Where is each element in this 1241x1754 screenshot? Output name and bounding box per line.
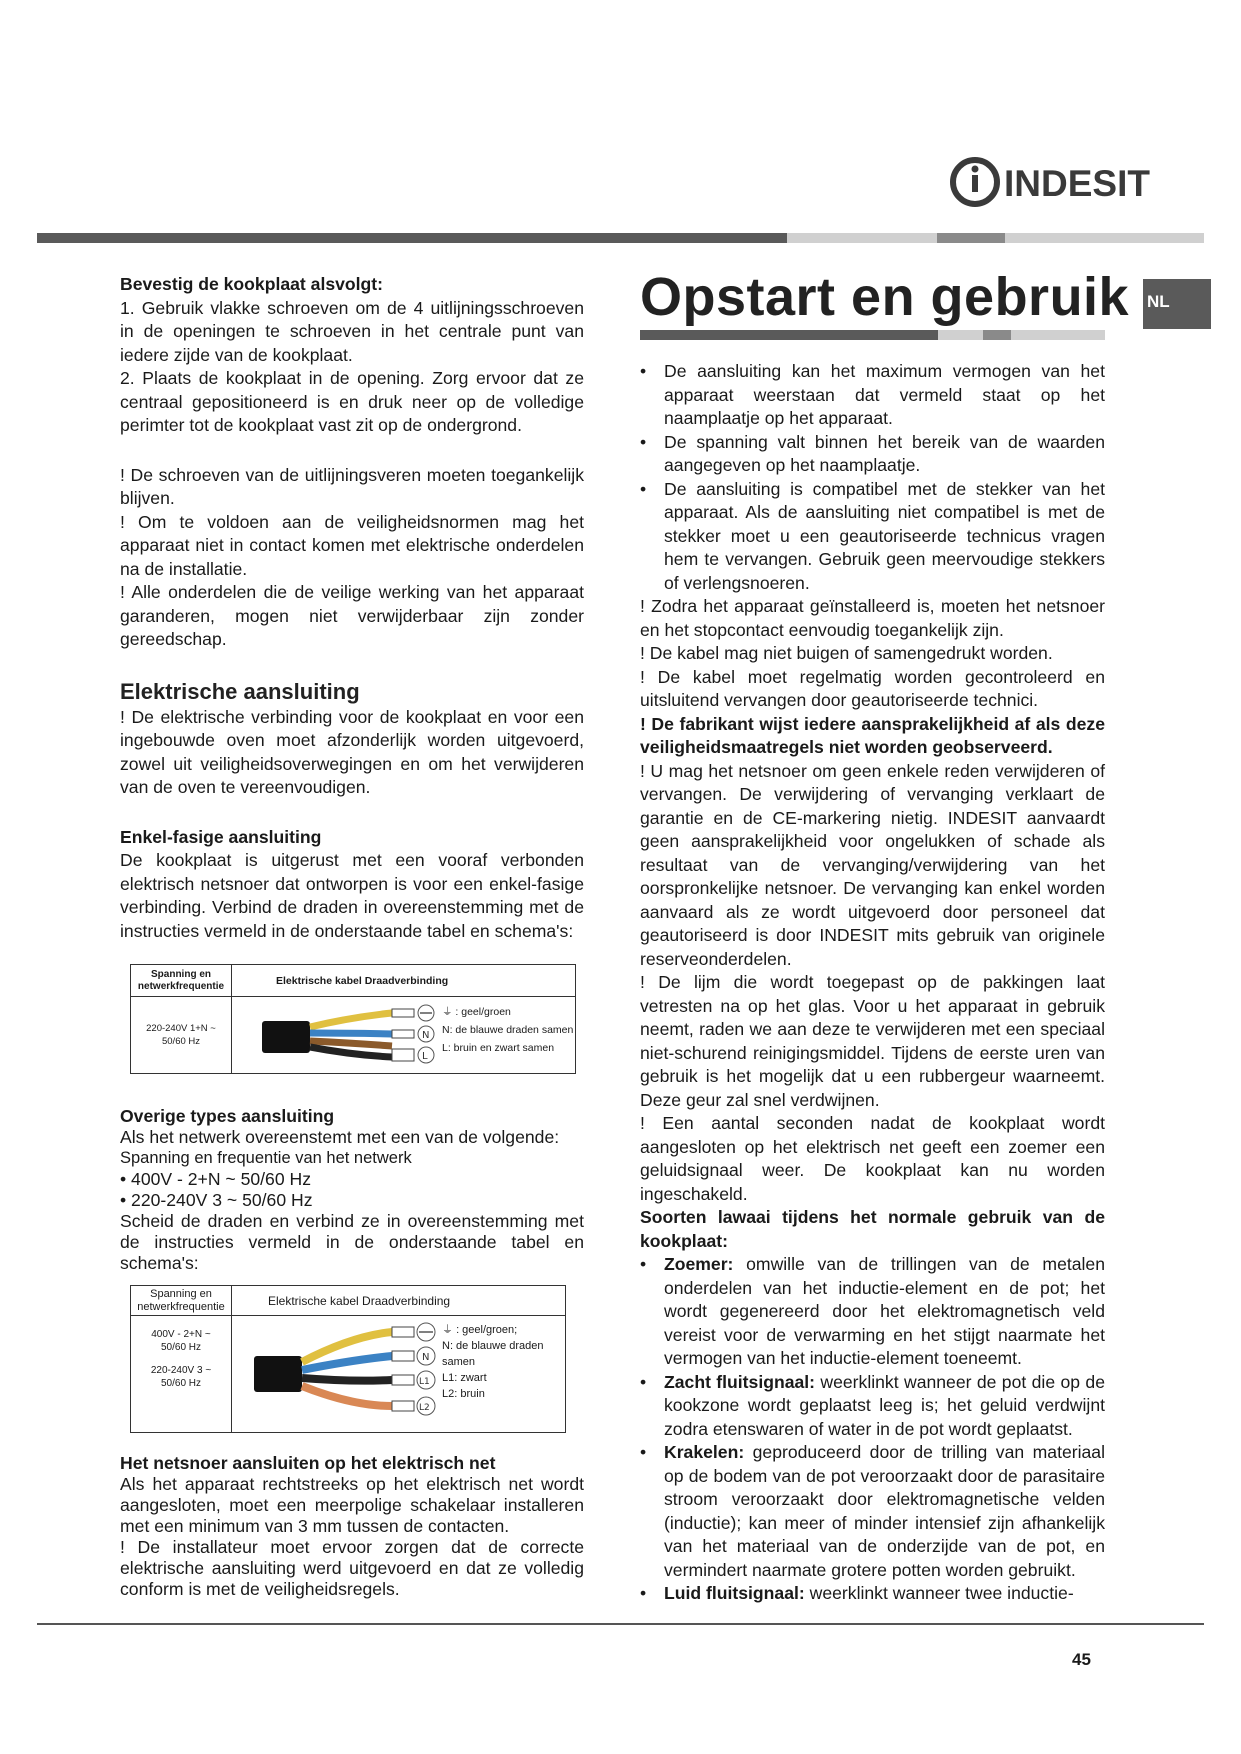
mains-text: Als het apparaat rechtstreeks op het elektrisch net wordt aangesloten, moet een meerpolige schakelaar installeren met een minimum van 3 mm tussen de contacten. [120, 1474, 584, 1536]
right-note-7: ! Een aantal seconden nadat de kookplaat wordt aangesloten op het elektrisch net geeft een zoemer een geluidsignaal weer. De kookplaat kan nu worden ingeschakeld. [640, 1113, 1105, 1204]
table2-voltage-1: 400V - 2+N ~ 50/60 Hz [151, 1329, 211, 1353]
other-types-text: Scheid de draden en verbind ze in overeenstemming met de instructies vermeld in de onderstaande tabel en schema's: [120, 1211, 584, 1273]
svg-text:L2: L2 [419, 1403, 430, 1413]
list-item: • De aansluiting kan het maximum vermogen van het apparaat weerstaan dat vermeld staat op het naamplaatje op het apparaat. [640, 360, 1105, 431]
svg-text:N: N [422, 1352, 430, 1363]
page-number: 45 [1072, 1650, 1091, 1669]
install-note-1: ! De schroeven van de uitlijningsveren moeten toegankelijk blijven. [120, 464, 584, 508]
svg-text:INDESIT: INDESIT [1004, 163, 1150, 204]
language-tab [1143, 279, 1211, 329]
connection-table-multi [130, 1285, 566, 1433]
language-tab-label: NL [1147, 292, 1170, 311]
noise-label: Zoemer: [664, 1254, 734, 1274]
noise-text: weerklinkt wanneer de pot die op de kookzone wordt geplaatst leeg is; het geluid verdwijnt zodra etenswaren of water in de pot wordt geplaatst. [664, 1371, 1105, 1439]
title-bar [640, 330, 1105, 340]
earth-icon: ⏚ [442, 1006, 453, 1018]
noise-text: omwille van de trillingen van de metalen onderdelen van het inductie-element en de pot; het wordt gegenereerd door het elektromagnetisch veld vereist voor de verwarming en het stijgt naarmate het vermogen van het inductie-element toeneemt. [664, 1254, 1105, 1368]
table2-col-voltage: Spanning en netwerkfrequentie [131, 1286, 232, 1316]
table1-wiring-legend [442, 1003, 573, 1057]
indesit-logo-icon [944, 148, 1164, 216]
noise-label: Krakelen: [664, 1442, 745, 1462]
right-note-3: ! De kabel moet regelmatig worden gecontroleerd en uitsluitend vervangen door geautoriseerde technici. [640, 666, 1105, 710]
svg-text:L1: L1 [419, 1377, 430, 1387]
single-phase-heading: Enkel-fasige aansluiting [120, 826, 322, 847]
right-note-4: ! De fabrikant wijst iedere aansprakelijkheid af als deze veiligheidsmaatregels niet worden geobserveerd. [640, 713, 1105, 757]
svg-text:L: L [422, 1051, 428, 1062]
list-item [640, 1441, 1105, 1582]
right-note-2: ! De kabel mag niet buigen of samengedrukt worden. [640, 643, 1053, 663]
noise-text: weerklinkt wanneer twee inductie- [804, 1583, 1074, 1603]
install-step-1: 1. Gebruik vlakke schroeven om de 4 uitlijningsschroeven in de openingen te schroeven in het centrale punt van iedere zijde van de kookplaat. [120, 297, 584, 365]
other-types-intro: Als het netwerk overeenstemt met een van de volgende: [120, 1127, 560, 1147]
connection-table-single [130, 964, 576, 1074]
list-item [640, 1582, 1105, 1606]
noise-label: Zacht fluitsignaal: [664, 1371, 816, 1392]
list-item: • De aansluiting is compatibel met de stekker van het apparaat. Als de aansluiting niet compatibel is met de stekker moet u een geautoriseerde technicus vragen hem te vervangen. Gebruik geen meervoudige stekkers of verlengsnoeren. [640, 478, 1105, 596]
table1-live: L: bruin en zwart samen [442, 1042, 555, 1054]
table1-earth: : geel/groen [455, 1006, 511, 1018]
table2-neutral: N: de blauwe draden samen [442, 1340, 544, 1368]
list-item: • De spanning valt binnen het bereik van de waarden aangegeven op het naamplaatje. [640, 431, 1105, 478]
mains-heading: Het netsnoer aansluiten op het elektrisch net [120, 1453, 496, 1473]
install-note-3: ! Alle onderdelen die de veilige werking van het apparaat garanderen, mogen niet verwijderbaar zijn zonder gereedschap. [120, 582, 584, 649]
single-phase-text: De kookplaat is uitgerust met een vooraf verbonden elektrisch netsnoer dat ontworpen is voor een enkel-fasige verbinding. Verbind de draden in overeenstemming met de instructies vermeld in de onderstaande tabel en schema's: [120, 850, 584, 941]
table1-neutral: N: de blauwe draden samen [442, 1024, 574, 1036]
left-column [120, 273, 584, 943]
other-types-section [120, 1106, 584, 1274]
table2-earth: : geel/groen; [456, 1324, 518, 1336]
svg-text:N: N [422, 1030, 430, 1041]
elec-heading: Elektrische aansluiting [120, 678, 360, 704]
install-note-2: ! Om te voldoen aan de veiligheidsnormen mag het apparaat niet in contact komen met elektrische onderdelen na de installatie. [120, 511, 584, 579]
other-types-heading: Overige types aansluiting [120, 1106, 335, 1126]
table1-col-voltage: Spanning en netwerkfrequentie [131, 965, 232, 997]
footer-divider [37, 1623, 1204, 1625]
table2-l1: L1: zwart [442, 1372, 487, 1384]
table2-l2: L2: bruin [442, 1388, 485, 1400]
install-heading: Bevestig de kookplaat alsvolgt: [120, 274, 384, 294]
install-step-2: 2. Plaats de kookplaat in de opening. Zorg ervoor dat ze centraal gepositioneerd is en druk neer op de volledige perimter tot de kookplaat vast zit op de ondergrond. [120, 368, 584, 435]
other-types-option-1: • 400V - 2+N ~ 50/60 Hz [120, 1169, 312, 1189]
brand-logo [944, 148, 1164, 216]
list-item [640, 1371, 1105, 1442]
table2-col-cable: Elektrische kabel Draadverbinding [232, 1286, 566, 1316]
table1-col-cable: Elektrische kabel Draadverbinding [232, 965, 576, 997]
elec-text: ! De elektrische verbinding voor de kookplaat en voor een ingebouwde oven moet afzonderlijk worden uitgevoerd, zowel uit veiligheidsoverwegingen en om het verwijderen van de oven te vereenvoudigen. [120, 706, 584, 797]
table2-voltage-2: 220-240V 3 ~ 50/60 Hz [150, 1365, 212, 1389]
mains-section [120, 1453, 584, 1600]
list-item [640, 1253, 1105, 1371]
table2-wiring-legend [442, 1322, 560, 1402]
page-title: Opstart en gebruik [640, 267, 1130, 327]
other-types-sub: Spanning en frequentie van het netwerk [120, 1149, 412, 1167]
table1-voltage: 220-240V 1+N ~ 50/60 Hz [131, 997, 232, 1074]
right-note-5: ! U mag het netsnoer om geen enkele reden verwijderen of vervangen. De verwijdering of vervanging verklaart de garantie en de CE-markering nietig. INDESIT aanvaardt geen aansprakelijkheid voor ongelukken of schade als resultaat van de vervanging/verwijdering van het oorspronkelijke netsnoer. De vervanging kan enkel worden aanvaard als ze wordt uitgevoerd door personeel dat geautoriseerd is door INDESIT mits gebruik van originele reserveonderdelen. [640, 760, 1105, 969]
mains-note: ! De installateur moet ervoor zorgen dat de correcte elektrische aansluiting werd uitgevoerd en dat ze volledig conform is met de veiligheidsregels. [120, 1537, 584, 1599]
header-bar [37, 233, 1204, 243]
other-types-option-2: • 220-240V 3 ~ 50/60 Hz [120, 1190, 313, 1210]
right-note-1: ! Zodra het apparaat geïnstalleerd is, moeten het netsnoer en het stopcontact eenvoudig toegankelijk zijn. [640, 596, 1105, 640]
earth-icon: ⏚ [442, 1324, 453, 1336]
noise-heading: Soorten lawaai tijdens het normale gebruik van de kookplaat: [640, 1207, 1105, 1251]
right-note-6: ! De lijm die wordt toegepast op de pakkingen laat vetresten na op het glas. Voor u het apparaat in gebruik neemt, raden we aan deze te verwijderen met een speciaal niet-schurend reinigingsmiddel. Tijdens de eerste uren van gebruik is het mogelijk dat u een rubbergeur waarneemt. Deze geur zal snel verdwijnen. [640, 972, 1105, 1110]
noise-text: geproduceerd door de trilling van materiaal op de bodem van de pot veroorzaakt door de parasitaire stroom veroorzaakt door elektromagnetische velden (inductie); kan meer of minder intensief zijn afhankelijk van het materiaal van de onderzijde van de pot, en vermindert naarmate grotere potten worden gebruikt. [664, 1442, 1105, 1580]
right-column [640, 360, 1105, 1606]
noise-label: Luid fluitsignaal: [664, 1583, 805, 1603]
